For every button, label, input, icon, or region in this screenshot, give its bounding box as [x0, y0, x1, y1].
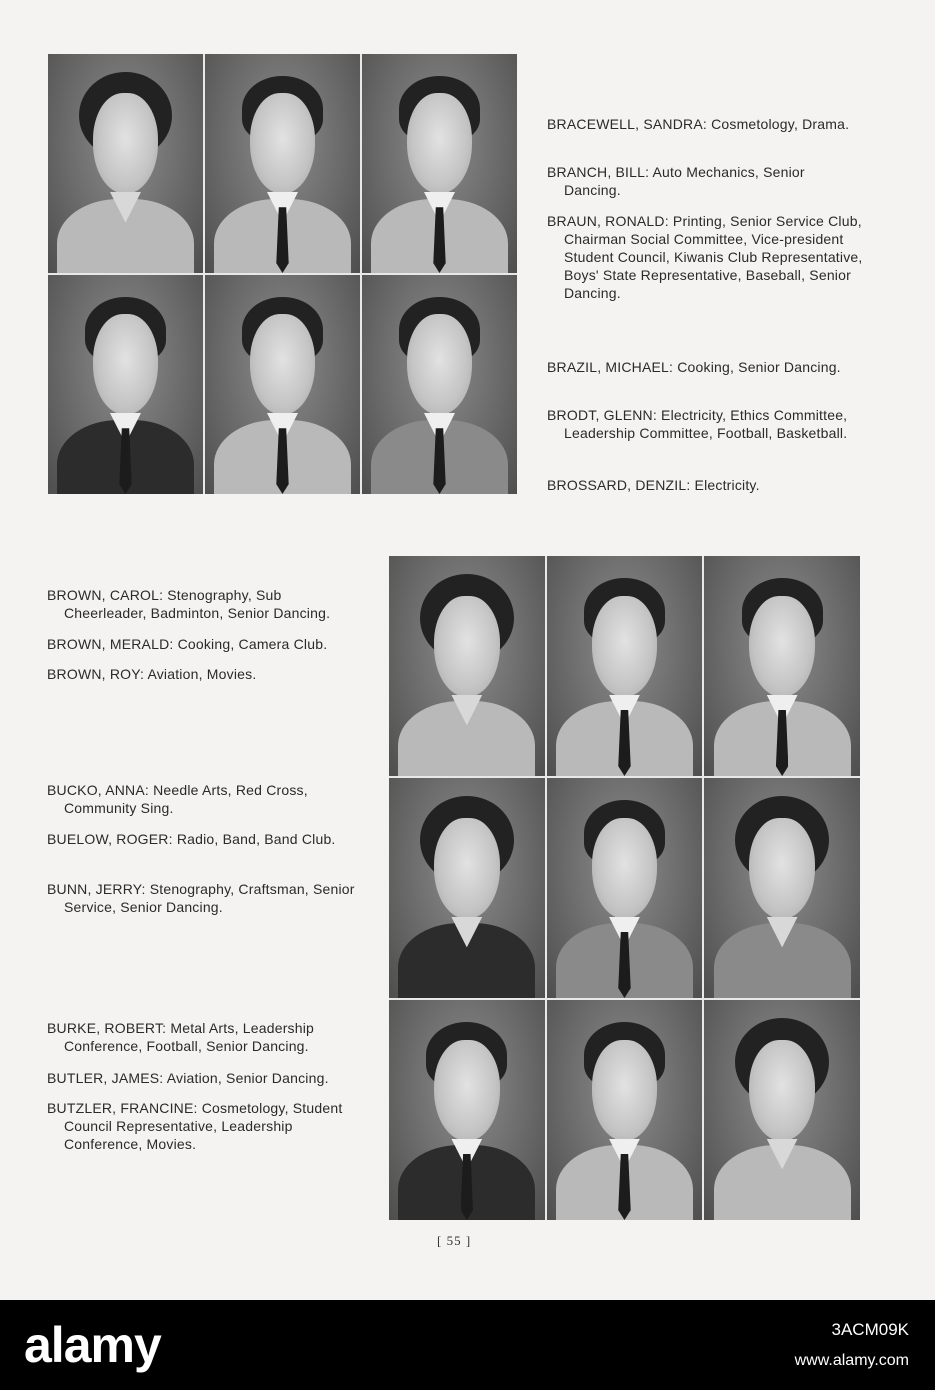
bio-entry-brodt: [547, 406, 863, 442]
portrait-bracewell: [48, 54, 203, 273]
portrait-brazil: [48, 275, 203, 494]
bio-entry-butler: [47, 1069, 359, 1087]
bio-activities: Electricity.: [694, 477, 760, 493]
bio-entry-bucko: [47, 781, 359, 817]
bio-entry-burke: [47, 1019, 359, 1055]
watermark-footer: [0, 1300, 935, 1390]
bio-activities: Stenography, Sub Cheerleader, Badminton, Senior Dancing.: [64, 587, 331, 621]
bio-entry-brazil: [547, 358, 863, 376]
portrait-brossard: [362, 275, 517, 494]
bio-entry-branch: [547, 163, 863, 199]
bio-entry-brown-merald: [47, 635, 359, 653]
bio-entry-braun: [547, 212, 863, 302]
bio-activities: Needle Arts, Red Cross, Community Sing.: [64, 782, 308, 816]
bio-name: BURKE, ROBERT:: [47, 1020, 167, 1036]
bio-entry-bracewell: [547, 115, 863, 133]
portrait-grid-bottom: [389, 556, 860, 1220]
bio-activities: Radio, Band, Band Club.: [176, 831, 336, 847]
bio-name: BRANCH, BILL:: [547, 164, 650, 180]
portrait-grid-top: [48, 54, 517, 494]
bio-name: BRAUN, RONALD:: [547, 213, 669, 229]
page-number: [ 55 ]: [437, 1233, 472, 1248]
portrait-brown-merald: [547, 556, 703, 776]
bio-entry-butzler: [47, 1099, 359, 1153]
bio-activities: Cosmetology, Student Council Representative, Leadership Conference, Movies.: [64, 1100, 343, 1152]
bio-name: BRODT, GLENN:: [547, 407, 657, 423]
bio-activities: Cooking, Camera Club.: [177, 636, 328, 652]
bio-name: BROWN, ROY:: [47, 666, 145, 682]
bio-activities: Metal Arts, Leadership Conference, Football, Senior Dancing.: [64, 1020, 315, 1054]
bio-name: BUCKO, ANNA:: [47, 782, 149, 798]
image-id: 3ACM09K: [831, 1320, 909, 1339]
bio-name: BROWN, MERALD:: [47, 636, 174, 652]
bio-name: BROSSARD, DENZIL:: [547, 477, 691, 493]
portrait-brodt: [205, 275, 360, 494]
bio-activities: Printing, Senior Service Club, Chairman Social Committee, Vice-president Student Council, Kiwanis Club Representative, Boys' State Representative, Baseball, Senior Dancing.: [564, 213, 863, 301]
portrait-bunn: [704, 778, 860, 998]
bio-entry-buelow: [47, 830, 359, 848]
portrait-burke: [389, 1000, 545, 1220]
bio-activities: Stenography, Craftsman, Senior Service, Senior Dancing.: [64, 881, 355, 915]
bio-activities: Aviation, Senior Dancing.: [166, 1070, 329, 1086]
portrait-brown-roy: [704, 556, 860, 776]
bio-name: BUTZLER, FRANCINE:: [47, 1100, 198, 1116]
bio-name: BUNN, JERRY:: [47, 881, 146, 897]
bio-entry-brown-carol: [47, 586, 359, 622]
bio-name: BRAZIL, MICHAEL:: [547, 359, 674, 375]
portrait-braun: [362, 54, 517, 273]
bio-activities: Electricity, Ethics Committee, Leadership Committee, Football, Basketball.: [564, 407, 848, 441]
bio-entry-brown-roy: [47, 665, 359, 683]
site-url: www.alamy.com: [794, 1352, 909, 1369]
alamy-logo: alamy: [24, 1317, 161, 1373]
bio-activities: Auto Mechanics, Senior Dancing.: [564, 164, 805, 198]
portrait-buelow: [547, 778, 703, 998]
bio-name: BUELOW, ROGER:: [47, 831, 173, 847]
portrait-butler: [547, 1000, 703, 1220]
bio-activities: Aviation, Movies.: [147, 666, 257, 682]
bio-name: BRACEWELL, SANDRA:: [547, 116, 707, 132]
bio-entry-bunn: [47, 880, 359, 916]
portrait-bucko: [389, 778, 545, 998]
bio-activities: Cosmetology, Drama.: [711, 116, 850, 132]
bio-entry-brossard: [547, 476, 863, 494]
portrait-butzler: [704, 1000, 860, 1220]
bio-name: BUTLER, JAMES:: [47, 1070, 164, 1086]
portrait-branch: [205, 54, 360, 273]
portrait-brown-carol: [389, 556, 545, 776]
bio-name: BROWN, CAROL:: [47, 587, 164, 603]
bio-activities: Cooking, Senior Dancing.: [677, 359, 841, 375]
